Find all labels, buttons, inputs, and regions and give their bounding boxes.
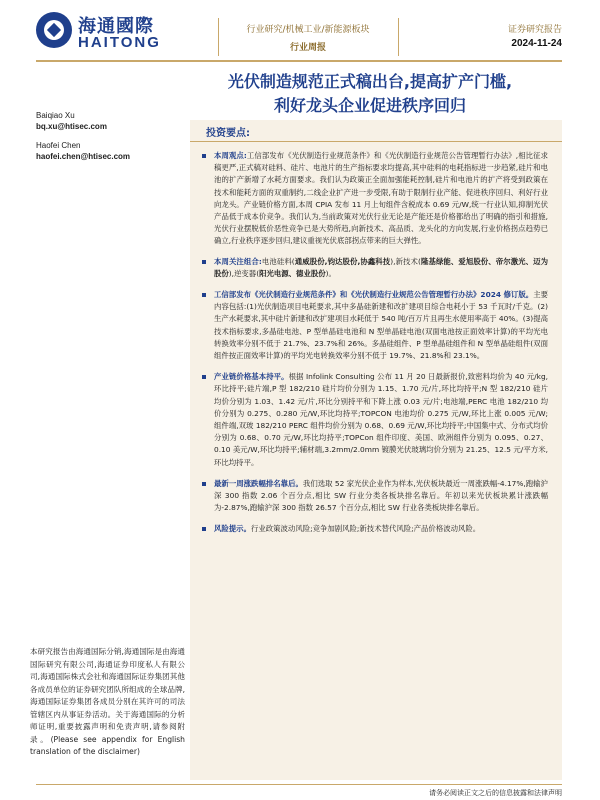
key-point-head: 产业链价格基本持平。: [214, 372, 289, 382]
stock-group: 通威股份,钧达股份,协鑫科技: [294, 256, 391, 266]
report-categories: 行业研究/机械工业/新能源板块: [246, 25, 370, 35]
report-type: 行业周报: [289, 43, 326, 53]
key-point-text: 行业政策波动风险;竞争加剧风险;新技术替代风险;产品价格波动风险。: [250, 524, 481, 534]
key-point-weekly-view: [202, 150, 548, 248]
report-header: [0, 0, 600, 62]
header-divider: [398, 18, 399, 56]
key-point-performance: [202, 478, 548, 515]
key-point-prices: [202, 371, 548, 469]
key-points-list: [190, 150, 562, 536]
key-point-text: 工信部发布《光伏制造行业规范条件》和《光伏制造行业规范公告管理暂行办法》,相比征求稿更严,正式稿对硅料、硅片、电池片的生产指标要求均提高,其中硅料的电耗指标进一步趋紧,硅片和电池的扩产新增了水耗方面要求。我们认为政策正全面加强能耗控制,硅片和电池片的扩产将受到政策在技术和能耗方面的双重制约,二线企业扩产进一步受限,有助于限制行业产能、促进秩序回归、利好行业向龙头。产业链价格方面,本周 CPIA 发布 11 月上旬组件含税成本 0.69 元/W,统一行业认知,抑制光伏产品低于成本价竞争。我们认为,当前政策对光伏行业无论是产能还是价格都给出了明确的指引和措施,光伏行业摆脱低价恶性竞争已是大势所趋,向新技术、高品质、龙头化的方向发展,行业价格拐点趋势已确立,行业秩序逐步回归,建议重视光伏底部拐点带来的巨大弹性。: [214, 151, 548, 246]
key-point-text: )。: [325, 268, 336, 278]
key-point-text: 我们选取 52 家光伏企业作为样本,光伏板块最近一周涨跌幅-4.17%,跑输沪深 300 指数 2.06 个百分点,相比 SW 行业分类各板块排名靠后。年初以来光伏板块累计涨跌幅为-2.87%,跑输沪深 300 指数 26.57 个百分点,相比 SW 行业各类板块排名靠后。: [214, 478, 548, 513]
key-point-head: 工信部发布《光伏制造行业规范条件》和《光伏制造行业规范公告管理暂行办法》2024 修订版。: [214, 290, 534, 300]
key-point-head: 本周观点:: [214, 151, 247, 160]
footer-notice: 请务必阅读正文之后的信息披露和法律声明: [429, 789, 562, 797]
key-point-text: 根据 Infolink Consulting 公布 11 月 20 日最新报价,致密料均价为 40 元/kg,环比持平;硅片端,P 型 182/210 硅片均价分别为 1.15、1.70 元/片,环比均持平;N 型 182/210 硅片均价分别为 1.03、1.42 元/片,环比分别持平和下降上涨 0.03 元/片;电池端,PERC 电池 182/210 均价分别为 0.275、0.280 元/W,环比均持平;TOPCON 电池均价 0.275 元/W,环比上涨 0.005 元/W;组件端,双玻 182/210 PERC 组件均价分别为 0.68、0.69 元/W,环比均持平;中国集中式、分布式均价分别为 0.68、0.70 元/W,环比均持平;TOPCon 组件印度、美国、欧洲组件分别为 0.095、0.27、0.10 美元/W,环比均持平;辅材端,3.2mm/2.0mm 镀膜光伏玻璃均价分别为 21.25、12.5 元/平方米,环比均持平。: [214, 372, 548, 467]
author: [36, 140, 166, 162]
key-point-policy: [202, 289, 548, 362]
author-name: Baiqiao Xu: [36, 111, 75, 120]
key-point-text: 主要内容包括:(1)光伏制造项目电耗要求,其中多晶硅新建和改扩建项目综合电耗小于 53 千瓦时/千克。(2)生产水耗要求,其中硅片新建和改扩建项目水耗低于 540 吨/百万片且再生水使用率高于 40%。(3)提高技术指标要求,多晶硅电池、P 型单晶硅电池和 N 型单晶硅电池(双面电池按正面效率计算)的平均光电转换效率分别不低于 21.7%、23.7%和 26%。多晶硅组件、P 型单晶硅组件和 N 型单晶硅组件(双面组件按正面效率计算)的平均光电转换效率分别不低于 19.7%、21.8%和 23.1%。: [214, 290, 548, 361]
key-point-text: ),新技术(: [390, 256, 421, 266]
logo-chinese-name: 海通國際: [78, 16, 154, 37]
author-list: [36, 110, 166, 170]
key-points-header: [190, 120, 562, 142]
key-point-text: 电池硅料(: [261, 256, 295, 266]
disclaimer-text: 本研究报告由海通国际分销,海通国际是由海通国际研究有限公司,海通证券印度私人有限公司,海通国际株式会社和海通国际证券集团其他各成员单位的证券研究团队所组成的全球品牌,海通国际证券集团各成员分别在其许可的司法管辖区内从事证券活动。关于海通国际的分析师证明,重要披露声明和免责声明,请参阅附录。(Please see appendix for English translation of the disclaimer): [30, 647, 185, 756]
key-points-heading: 投资要点:: [206, 128, 250, 139]
key-point-text: ),逆变器(: [228, 268, 260, 278]
author-email[interactable]: haofei.chen@htisec.com: [36, 152, 131, 161]
stock-group: 阳光电源、德业股份: [259, 268, 326, 278]
footer-rule: [36, 784, 562, 785]
key-point-head: 风险提示。: [214, 524, 251, 534]
header-rule: [36, 60, 562, 62]
title-line-2: 利好龙头企业促进秩序回归: [273, 96, 466, 115]
title-line-1: 光伏制造规范正式稿出台,提高扩产门槛,: [227, 72, 513, 91]
author-name: Haofei Chen: [36, 141, 81, 150]
haitong-emblem-icon: [36, 12, 72, 48]
key-point-portfolio: [202, 256, 548, 280]
author: [36, 110, 166, 132]
stock-group: 隆基绿能、爱旭股份、帝尔激光、迈为股份: [214, 256, 548, 278]
logo-english-name: HAITONG: [78, 34, 161, 51]
author-email[interactable]: bq.xu@htisec.com: [36, 122, 107, 131]
report-date: 2024-11-24: [511, 38, 562, 49]
haitong-logo: [36, 12, 186, 52]
key-point-risks: [202, 523, 548, 535]
key-point-head: 最新一周涨跌幅排名靠后。: [214, 478, 303, 488]
report-label: 证券研究报告: [507, 25, 562, 35]
report-title: [160, 70, 580, 118]
key-point-head: 本周关注组合:: [214, 256, 262, 266]
